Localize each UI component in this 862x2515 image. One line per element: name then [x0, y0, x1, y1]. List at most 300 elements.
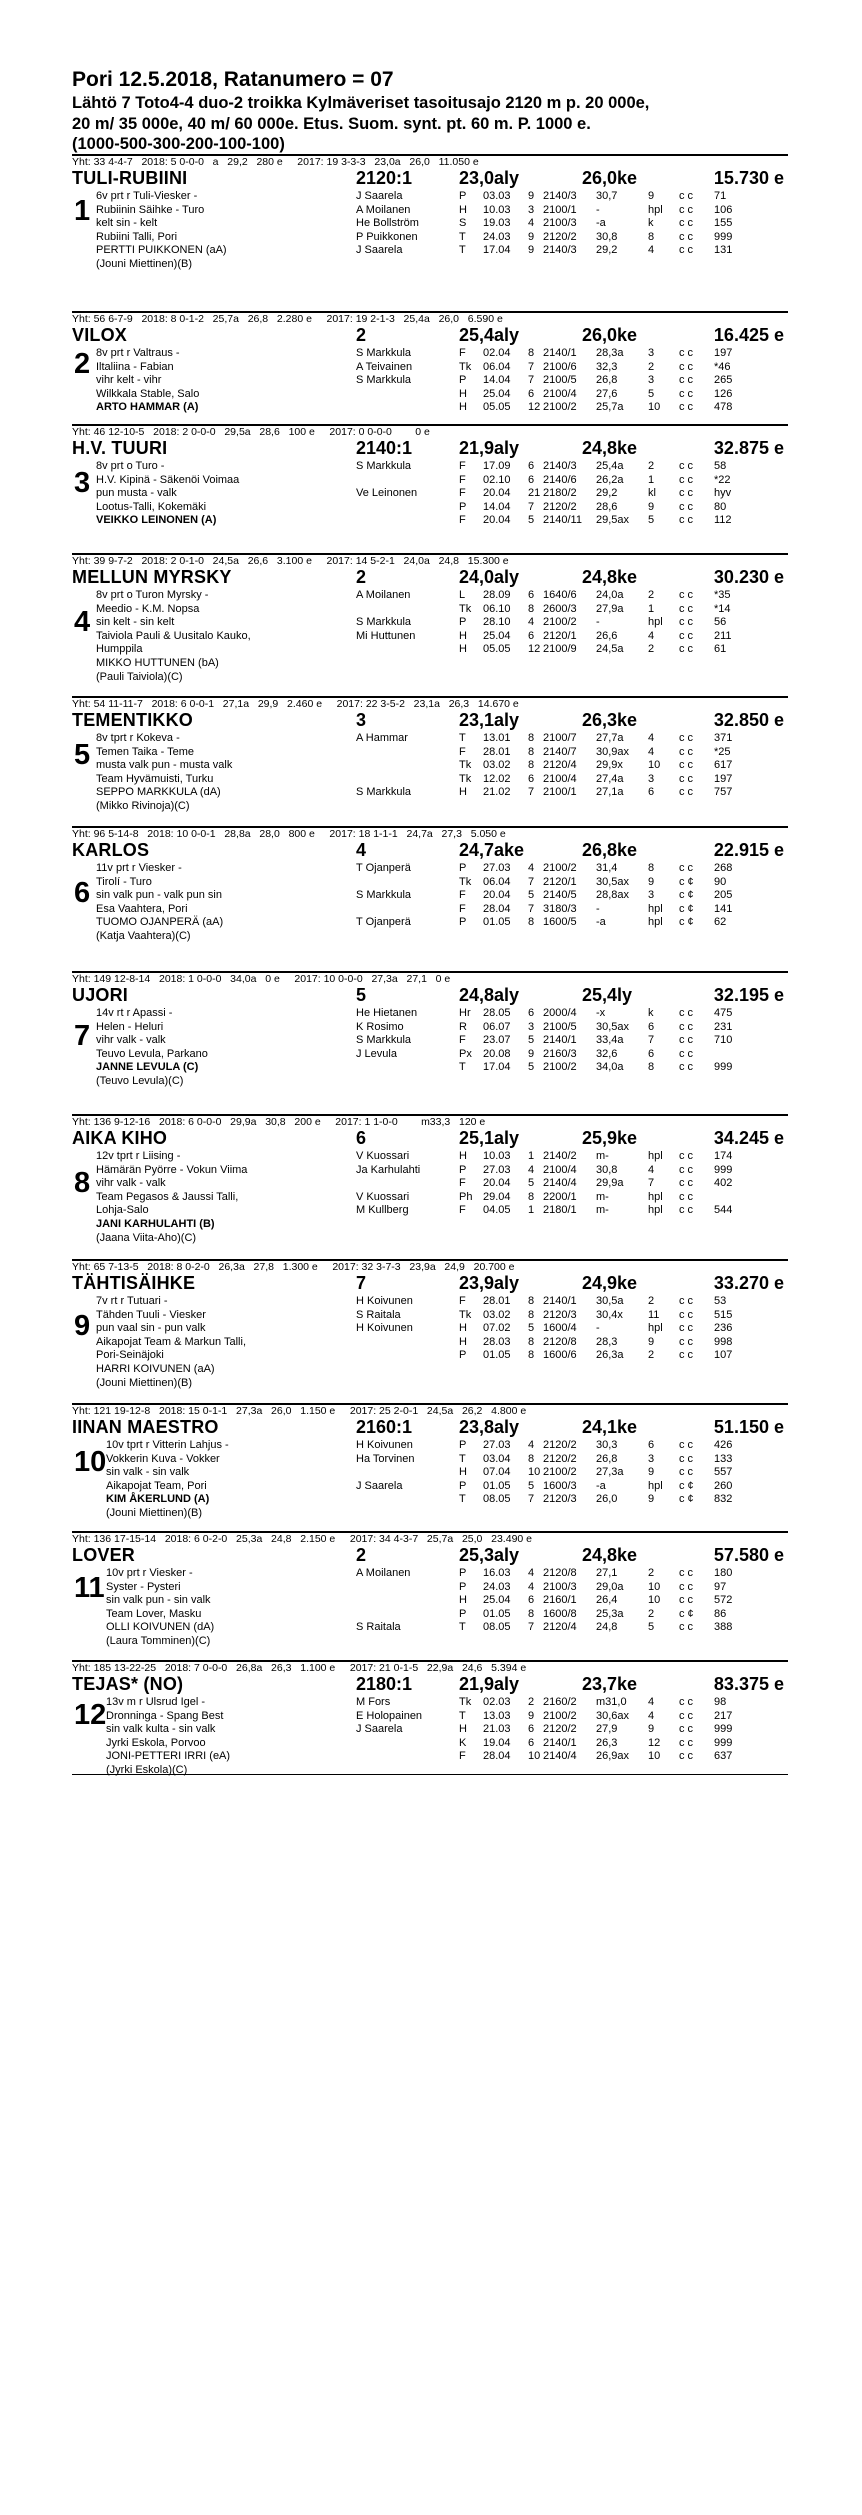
info-line: vihr valk - valk	[96, 1177, 166, 1190]
start-m: 197	[714, 772, 733, 785]
start-dt: 17.09	[483, 460, 511, 472]
start-dt: 25.04	[483, 1594, 511, 1607]
start-time: -	[596, 902, 600, 915]
horse-entry	[72, 1531, 788, 1660]
info-line: Meedio - K.M. Nopsa	[96, 602, 200, 615]
start-plc: 8	[648, 1061, 655, 1074]
start-m: 998	[714, 1335, 733, 1348]
start-dist: 2100/5	[543, 1020, 577, 1033]
start-time: 34,0a	[596, 1061, 624, 1074]
start-dt: 28.10	[483, 616, 511, 629]
start-plc: 3	[648, 889, 655, 902]
start-pos: 7	[528, 360, 535, 373]
start-time: 25,3a	[596, 1607, 624, 1620]
horse-name: UJORI	[72, 985, 129, 1005]
start-time: 30,5a	[596, 1295, 624, 1307]
start-pos: 4	[528, 1580, 535, 1593]
start-m: 231	[714, 1020, 733, 1033]
info-line: pun vaal sin - pun valk	[96, 1322, 206, 1335]
start-plc: 5	[648, 1621, 655, 1634]
start-dt: 25.04	[483, 629, 511, 642]
race-title: Pori 12.5.2018, Ratanumero = 07	[72, 68, 394, 91]
start-dt: 08.05	[483, 1493, 511, 1506]
start-plc: 3	[648, 772, 655, 785]
info-line: 8v tprt r Kokeva -	[96, 732, 180, 744]
start-dt: 29.04	[483, 1190, 511, 1203]
start-tr: T	[459, 1061, 466, 1074]
start-tr: F	[459, 487, 466, 500]
start-dist: 2140/1	[543, 347, 577, 359]
start-pos: 3	[528, 203, 535, 216]
start-tr: F	[459, 902, 466, 915]
start-position: 6	[356, 1128, 367, 1148]
start-drv: K Rosimo	[356, 1020, 404, 1033]
start-m: 757	[714, 786, 733, 799]
start-dt: 06.04	[483, 875, 511, 888]
horse-entry	[72, 1403, 788, 1531]
best-time-auto: 23,9aly	[459, 1273, 520, 1293]
start-plc: hpl	[648, 902, 663, 915]
start-dt: 28.09	[483, 589, 511, 601]
start-dt: 06.10	[483, 602, 511, 615]
horse-entry	[72, 424, 788, 553]
start-dt: 20.04	[483, 487, 511, 500]
career-stats: Yht: 46 12-10-5 2018: 2 0-0-0 29,5a 28,6 100 e 2017: 0 0-0-0 0 e	[72, 426, 430, 438]
start-pos: 8	[528, 1190, 535, 1203]
start-plc: k	[648, 1007, 654, 1019]
start-cc: c c	[679, 1020, 694, 1033]
start-plc: hpl	[648, 916, 663, 929]
horse-name: AIKA KIHO	[72, 1128, 168, 1148]
start-dt: 05.05	[483, 643, 511, 656]
start-pos: 8	[528, 916, 535, 929]
info-line: Wilkkala Stable, Salo	[96, 387, 200, 400]
start-dt: 21.03	[483, 1723, 511, 1736]
start-dist: 2100/2	[543, 616, 577, 629]
best-time-auto: 23,1aly	[459, 710, 520, 730]
horse-name: H.V. TUURI	[72, 438, 168, 458]
start-cc: c ¢	[679, 916, 694, 929]
info-line: sin valk pun - sin valk	[106, 1594, 211, 1607]
start-tr: P	[459, 500, 467, 513]
start-time: 27,1a	[596, 786, 624, 799]
start-plc: 6	[648, 786, 655, 799]
start-drv: He Hietanen	[356, 1007, 418, 1019]
program-number: 11	[74, 1572, 105, 1604]
start-time: 30,6ax	[596, 1709, 630, 1722]
info-line: 8v prt r Valtraus -	[96, 347, 180, 359]
start-tr: H	[459, 1150, 467, 1162]
info-line: Aikapojat Team, Pori	[106, 1479, 207, 1492]
start-time: 30,4x	[596, 1308, 623, 1321]
horse-info	[106, 1439, 386, 1521]
start-m: hyv	[714, 487, 732, 500]
start-pos: 6	[528, 1736, 535, 1749]
start-cc: c ¢	[679, 902, 694, 915]
start-plc: hpl	[648, 616, 663, 629]
start-time: 27,9	[596, 1723, 618, 1736]
career-stats: Yht: 136 17-15-14 2018: 6 0-2-0 25,3a 24,8 2.150 e 2017: 34 4-3-7 25,7a 25,0 23.490 e	[72, 1533, 533, 1545]
horse-name: TEJAS* (NO)	[72, 1674, 184, 1694]
horse-info	[96, 460, 376, 528]
start-cc: c c	[679, 732, 694, 744]
start-drv: S Markkula	[356, 786, 412, 799]
start-time: 27,6	[596, 387, 618, 400]
start-dist: 1600/4	[543, 1322, 577, 1335]
start-tr: L	[459, 589, 466, 601]
start-cc: c c	[679, 1163, 694, 1176]
start-tr: F	[459, 745, 466, 758]
start-pos: 7	[528, 1621, 535, 1634]
info-line: Rubiinin Säihke - Turo	[96, 203, 205, 216]
start-cc: c c	[679, 244, 694, 257]
start-dt: 27.03	[483, 1439, 511, 1451]
start-time: 26,4	[596, 1594, 618, 1607]
start-m: 572	[714, 1594, 733, 1607]
info-line: H.V. Kipinä - Säkenöi Voimaa	[96, 473, 240, 486]
start-dt: 10.03	[483, 203, 511, 216]
start-plc: 2	[648, 643, 655, 656]
start-tr: Tk	[459, 772, 472, 785]
career-stats: Yht: 54 11-11-7 2018: 6 0-0-1 27,1a 29,9 2.460 e 2017: 22 3-5-2 23,1a 26,3 14.670 e	[72, 698, 519, 710]
info-line: sin valk kulta - sin valk	[106, 1723, 216, 1736]
start-dist: 2140/6	[543, 473, 577, 486]
start-drv: V Kuossari	[356, 1150, 410, 1162]
start-dist: 2140/3	[543, 244, 577, 257]
start-dist: 2140/4	[543, 1750, 577, 1763]
horse-name: MELLUN MYRSKY	[72, 567, 232, 587]
start-dist: 2100/1	[543, 203, 577, 216]
start-dt: 23.07	[483, 1034, 511, 1047]
info-line: Aikapojat Team & Markun Talli,	[96, 1335, 246, 1348]
start-m: 710	[714, 1034, 733, 1047]
start-time: 32,6	[596, 1047, 618, 1060]
start-dt: 27.03	[483, 1163, 511, 1176]
start-tr: F	[459, 1295, 466, 1307]
start-cc: c c	[679, 514, 694, 527]
info-line: KIM ÅKERLUND (A)	[106, 1493, 210, 1506]
start-dist: 2100/1	[543, 786, 577, 799]
start-tr: Px	[459, 1047, 472, 1060]
start-dist: 2140/7	[543, 745, 577, 758]
info-line: pun musta - valk	[96, 487, 177, 500]
start-dt: 08.05	[483, 1621, 511, 1634]
info-line: (Jouni Miettinen)(B)	[96, 1376, 192, 1389]
best-time-auto: 25,4aly	[459, 325, 520, 345]
start-dt: 12.02	[483, 772, 511, 785]
start-pos: 2	[528, 1696, 535, 1708]
start-m: 557	[714, 1466, 733, 1479]
horse-info	[96, 1007, 376, 1089]
start-dist: 2100/2	[543, 1061, 577, 1074]
info-line: (Jouni Miettinen)(B)	[106, 1506, 202, 1519]
info-line: SEPPO MARKKULA (dA)	[96, 786, 221, 799]
best-time-volt: 24,8ke	[582, 567, 638, 587]
best-time-volt: 24,1ke	[582, 1417, 638, 1437]
start-dist: 2100/2	[543, 862, 577, 874]
start-time: 26,0	[596, 1493, 618, 1506]
start-dt: 20.04	[483, 514, 511, 527]
horse-info	[96, 732, 376, 814]
info-line: vihr valk - valk	[96, 1034, 166, 1047]
start-time: 30,5ax	[596, 1020, 630, 1033]
start-dist: 2120/2	[543, 1452, 577, 1465]
start-position: 2180:1	[356, 1674, 413, 1694]
info-line: Team Lover, Masku	[106, 1607, 202, 1620]
start-pos: 7	[528, 786, 535, 799]
info-line: 13v m r Ulsrud Igel -	[106, 1696, 206, 1708]
start-m: 107	[714, 1349, 733, 1362]
start-pos: 4	[528, 1439, 535, 1451]
program-number: 4	[74, 606, 91, 638]
start-cc: c c	[679, 1439, 694, 1451]
start-dt: 13.01	[483, 732, 511, 744]
start-dist: 1600/8	[543, 1607, 577, 1620]
horse-entry	[72, 553, 788, 696]
program-number: 7	[74, 1020, 91, 1052]
start-tr: T	[459, 1709, 466, 1722]
start-cc: c c	[679, 1594, 694, 1607]
start-dt: 19.03	[483, 217, 511, 230]
start-cc: c c	[679, 772, 694, 785]
start-tr: Hr	[459, 1007, 471, 1019]
info-line: vihr kelt - vihr	[96, 374, 162, 387]
start-pos: 9	[528, 230, 535, 243]
start-dt: 24.03	[483, 1580, 511, 1593]
best-time-auto: 21,9aly	[459, 1674, 520, 1694]
start-m: 71	[714, 190, 727, 202]
start-time: m-	[596, 1190, 609, 1203]
start-pos: 5	[528, 1061, 535, 1074]
start-time: -	[596, 616, 600, 629]
start-tr: Tk	[459, 360, 472, 373]
start-tr: H	[459, 387, 467, 400]
start-plc: 6	[648, 1439, 655, 1451]
start-dist: 2140/2	[543, 1150, 577, 1162]
start-tr: F	[459, 1177, 466, 1190]
start-plc: hpl	[648, 203, 663, 216]
total-earnings: 34.245 e	[713, 1128, 784, 1148]
start-cc: c c	[679, 1047, 694, 1060]
start-dist: 2120/8	[543, 1567, 577, 1579]
info-line: 8v prt o Turo -	[96, 460, 165, 472]
start-tr: R	[459, 1020, 467, 1033]
best-time-volt: 26,3ke	[582, 710, 638, 730]
best-time-auto: 24,0aly	[459, 567, 520, 587]
start-plc: 3	[648, 374, 655, 387]
start-time: 26,3	[596, 1736, 618, 1749]
career-stats: Yht: 65 7-13-5 2018: 8 0-2-0 26,3a 27,8 1.300 e 2017: 32 3-7-3 23,9a 24,9 20.700 e	[72, 1261, 515, 1273]
start-tr: H	[459, 629, 467, 642]
start-drv: S Markkula	[356, 889, 412, 902]
start-drv: S Markkula	[356, 374, 412, 387]
start-drv: A Moilanen	[356, 589, 411, 601]
info-line: Vokkerin Kuva - Vokker	[106, 1452, 220, 1465]
start-tr: P	[459, 862, 467, 874]
start-time: 26,8	[596, 374, 618, 387]
info-line: (Jyrki Eskola)(C)	[106, 1763, 188, 1776]
start-cc: c c	[679, 1204, 694, 1217]
start-cc: c c	[679, 1007, 694, 1019]
start-dt: 07.02	[483, 1322, 511, 1335]
start-pos: 9	[528, 190, 535, 202]
start-dist: 2100/2	[543, 1466, 577, 1479]
start-cc: c c	[679, 360, 694, 373]
start-tr: H	[459, 203, 467, 216]
horse-info	[96, 589, 376, 684]
start-cc: c c	[679, 786, 694, 799]
start-pos: 6	[528, 1594, 535, 1607]
start-pos: 6	[528, 772, 535, 785]
start-cc: c c	[679, 1696, 694, 1708]
start-dt: 03.02	[483, 759, 511, 772]
start-position: 2160:1	[356, 1417, 413, 1437]
start-drv: V Kuossari	[356, 1190, 410, 1203]
start-pos: 7	[528, 500, 535, 513]
start-tr: P	[459, 1607, 467, 1620]
start-dist: 2120/4	[543, 1621, 577, 1634]
start-plc: 5	[648, 514, 655, 527]
info-line: JONI-PETTERI IRRI (eA)	[106, 1750, 231, 1763]
total-earnings: 51.150 e	[713, 1417, 784, 1437]
start-time: 29,2	[596, 487, 618, 500]
start-cc: c c	[679, 1322, 694, 1335]
start-dist: 2100/2	[543, 401, 577, 414]
start-cc: c c	[679, 1335, 694, 1348]
start-plc: hpl	[648, 1322, 663, 1335]
start-m: 155	[714, 217, 733, 230]
start-dist: 2120/2	[543, 500, 577, 513]
start-dt: 28.03	[483, 1335, 511, 1348]
start-cc: c c	[679, 616, 694, 629]
info-line: 10v prt r Viesker -	[106, 1567, 193, 1579]
start-dt: 07.04	[483, 1466, 511, 1479]
info-line: (Jouni Miettinen)(B)	[96, 257, 192, 270]
start-pos: 10	[528, 1466, 541, 1479]
start-time: 26,2a	[596, 473, 624, 486]
start-time: 27,1	[596, 1567, 618, 1579]
start-m: 999	[714, 230, 733, 243]
info-line: (Laura Tomminen)(C)	[106, 1634, 211, 1647]
start-cc: c c	[679, 602, 694, 615]
start-m: 388	[714, 1621, 733, 1634]
start-tr: H	[459, 1466, 467, 1479]
start-time: 30,3	[596, 1439, 618, 1451]
info-line: sin valk pun - valk pun sin	[96, 889, 222, 902]
info-line: Jyrki Eskola, Porvoo	[106, 1736, 206, 1749]
start-dist: 2120/8	[543, 1335, 577, 1348]
start-time: -a	[596, 217, 606, 230]
info-line: OLLI KOIVUNEN (dA)	[106, 1621, 215, 1634]
start-dist: 2120/1	[543, 629, 577, 642]
start-m: 90	[714, 875, 727, 888]
start-pos: 8	[528, 745, 535, 758]
info-line: Lohja-Salo	[96, 1204, 149, 1217]
start-dist: 2140/3	[543, 460, 577, 472]
total-earnings: 32.195 e	[713, 985, 784, 1005]
start-drv: P Puikkonen	[356, 230, 418, 243]
program-number: 3	[74, 467, 91, 499]
start-dt: 03.03	[483, 190, 511, 202]
start-drv: S Raitala	[356, 1308, 401, 1321]
start-m: 402	[714, 1177, 733, 1190]
start-time: 29,0a	[596, 1580, 624, 1593]
start-time: 26,3a	[596, 1349, 624, 1362]
start-time: 27,9a	[596, 602, 624, 615]
start-dt: 28.01	[483, 1295, 511, 1307]
info-line: (Pauli Taiviola)(C)	[96, 670, 183, 683]
start-cc: c c	[679, 203, 694, 216]
best-time-auto: 23,0aly	[459, 168, 520, 188]
start-time: 29,5ax	[596, 514, 630, 527]
start-position: 3	[356, 710, 367, 730]
start-dt: 25.04	[483, 387, 511, 400]
start-plc: hpl	[648, 1190, 663, 1203]
start-time: m-	[596, 1204, 609, 1217]
start-pos: 12	[528, 643, 541, 656]
start-plc: kl	[648, 487, 656, 500]
start-drv: S Markkula	[356, 347, 412, 359]
horse-info	[96, 1150, 376, 1245]
start-plc: hpl	[648, 1150, 663, 1162]
start-dt: 28.04	[483, 1750, 511, 1763]
start-dt: 03.02	[483, 1308, 511, 1321]
start-m: *46	[714, 360, 731, 373]
start-time: 30,7	[596, 190, 618, 202]
start-dist: 2120/1	[543, 875, 577, 888]
start-plc: 10	[648, 759, 661, 772]
start-m: 97	[714, 1580, 727, 1593]
start-pos: 8	[528, 1607, 535, 1620]
start-dt: 28.04	[483, 902, 511, 915]
info-line: Rubiini Talli, Pori	[96, 230, 178, 243]
program-number: 6	[74, 877, 91, 909]
best-time-auto: 25,1aly	[459, 1128, 520, 1148]
start-pos: 5	[528, 1177, 535, 1190]
start-plc: 10	[648, 401, 661, 414]
start-dist: 1640/6	[543, 589, 577, 601]
start-dist: 2160/3	[543, 1047, 577, 1060]
start-plc: 4	[648, 1163, 655, 1176]
start-dist: 2120/3	[543, 1493, 577, 1506]
start-m: 265	[714, 374, 733, 387]
start-dist: 2140/5	[543, 889, 577, 902]
horse-info	[106, 1696, 386, 1778]
start-pos: 3	[528, 1020, 535, 1033]
total-earnings: 15.730 e	[713, 168, 784, 188]
horse-info	[96, 190, 376, 272]
start-dt: 01.05	[483, 1349, 511, 1362]
start-dist: 2140/11	[543, 514, 582, 527]
start-dist: 2120/3	[543, 1308, 577, 1321]
start-dt: 04.05	[483, 1204, 511, 1217]
start-drv: He Bollström	[356, 217, 419, 230]
start-cc: c c	[679, 1723, 694, 1736]
career-stats: Yht: 96 5-14-8 2018: 10 0-0-1 28,8a 28,0 800 e 2017: 18 1-1-1 24,7a 27,3 5.050 e	[72, 828, 506, 840]
start-dt: 02.10	[483, 473, 511, 486]
start-dt: 05.05	[483, 401, 511, 414]
start-plc: hpl	[648, 1204, 663, 1217]
start-dist: 2600/3	[543, 602, 577, 615]
start-cc: c c	[679, 1736, 694, 1749]
start-tr: Tk	[459, 1308, 472, 1321]
start-plc: 9	[648, 190, 655, 202]
horse-name: KARLOS	[72, 840, 150, 860]
best-time-volt: 24,9ke	[582, 1273, 638, 1293]
race-program-page	[72, 68, 788, 1775]
start-m: *35	[714, 589, 731, 601]
start-position: 2	[356, 567, 367, 587]
